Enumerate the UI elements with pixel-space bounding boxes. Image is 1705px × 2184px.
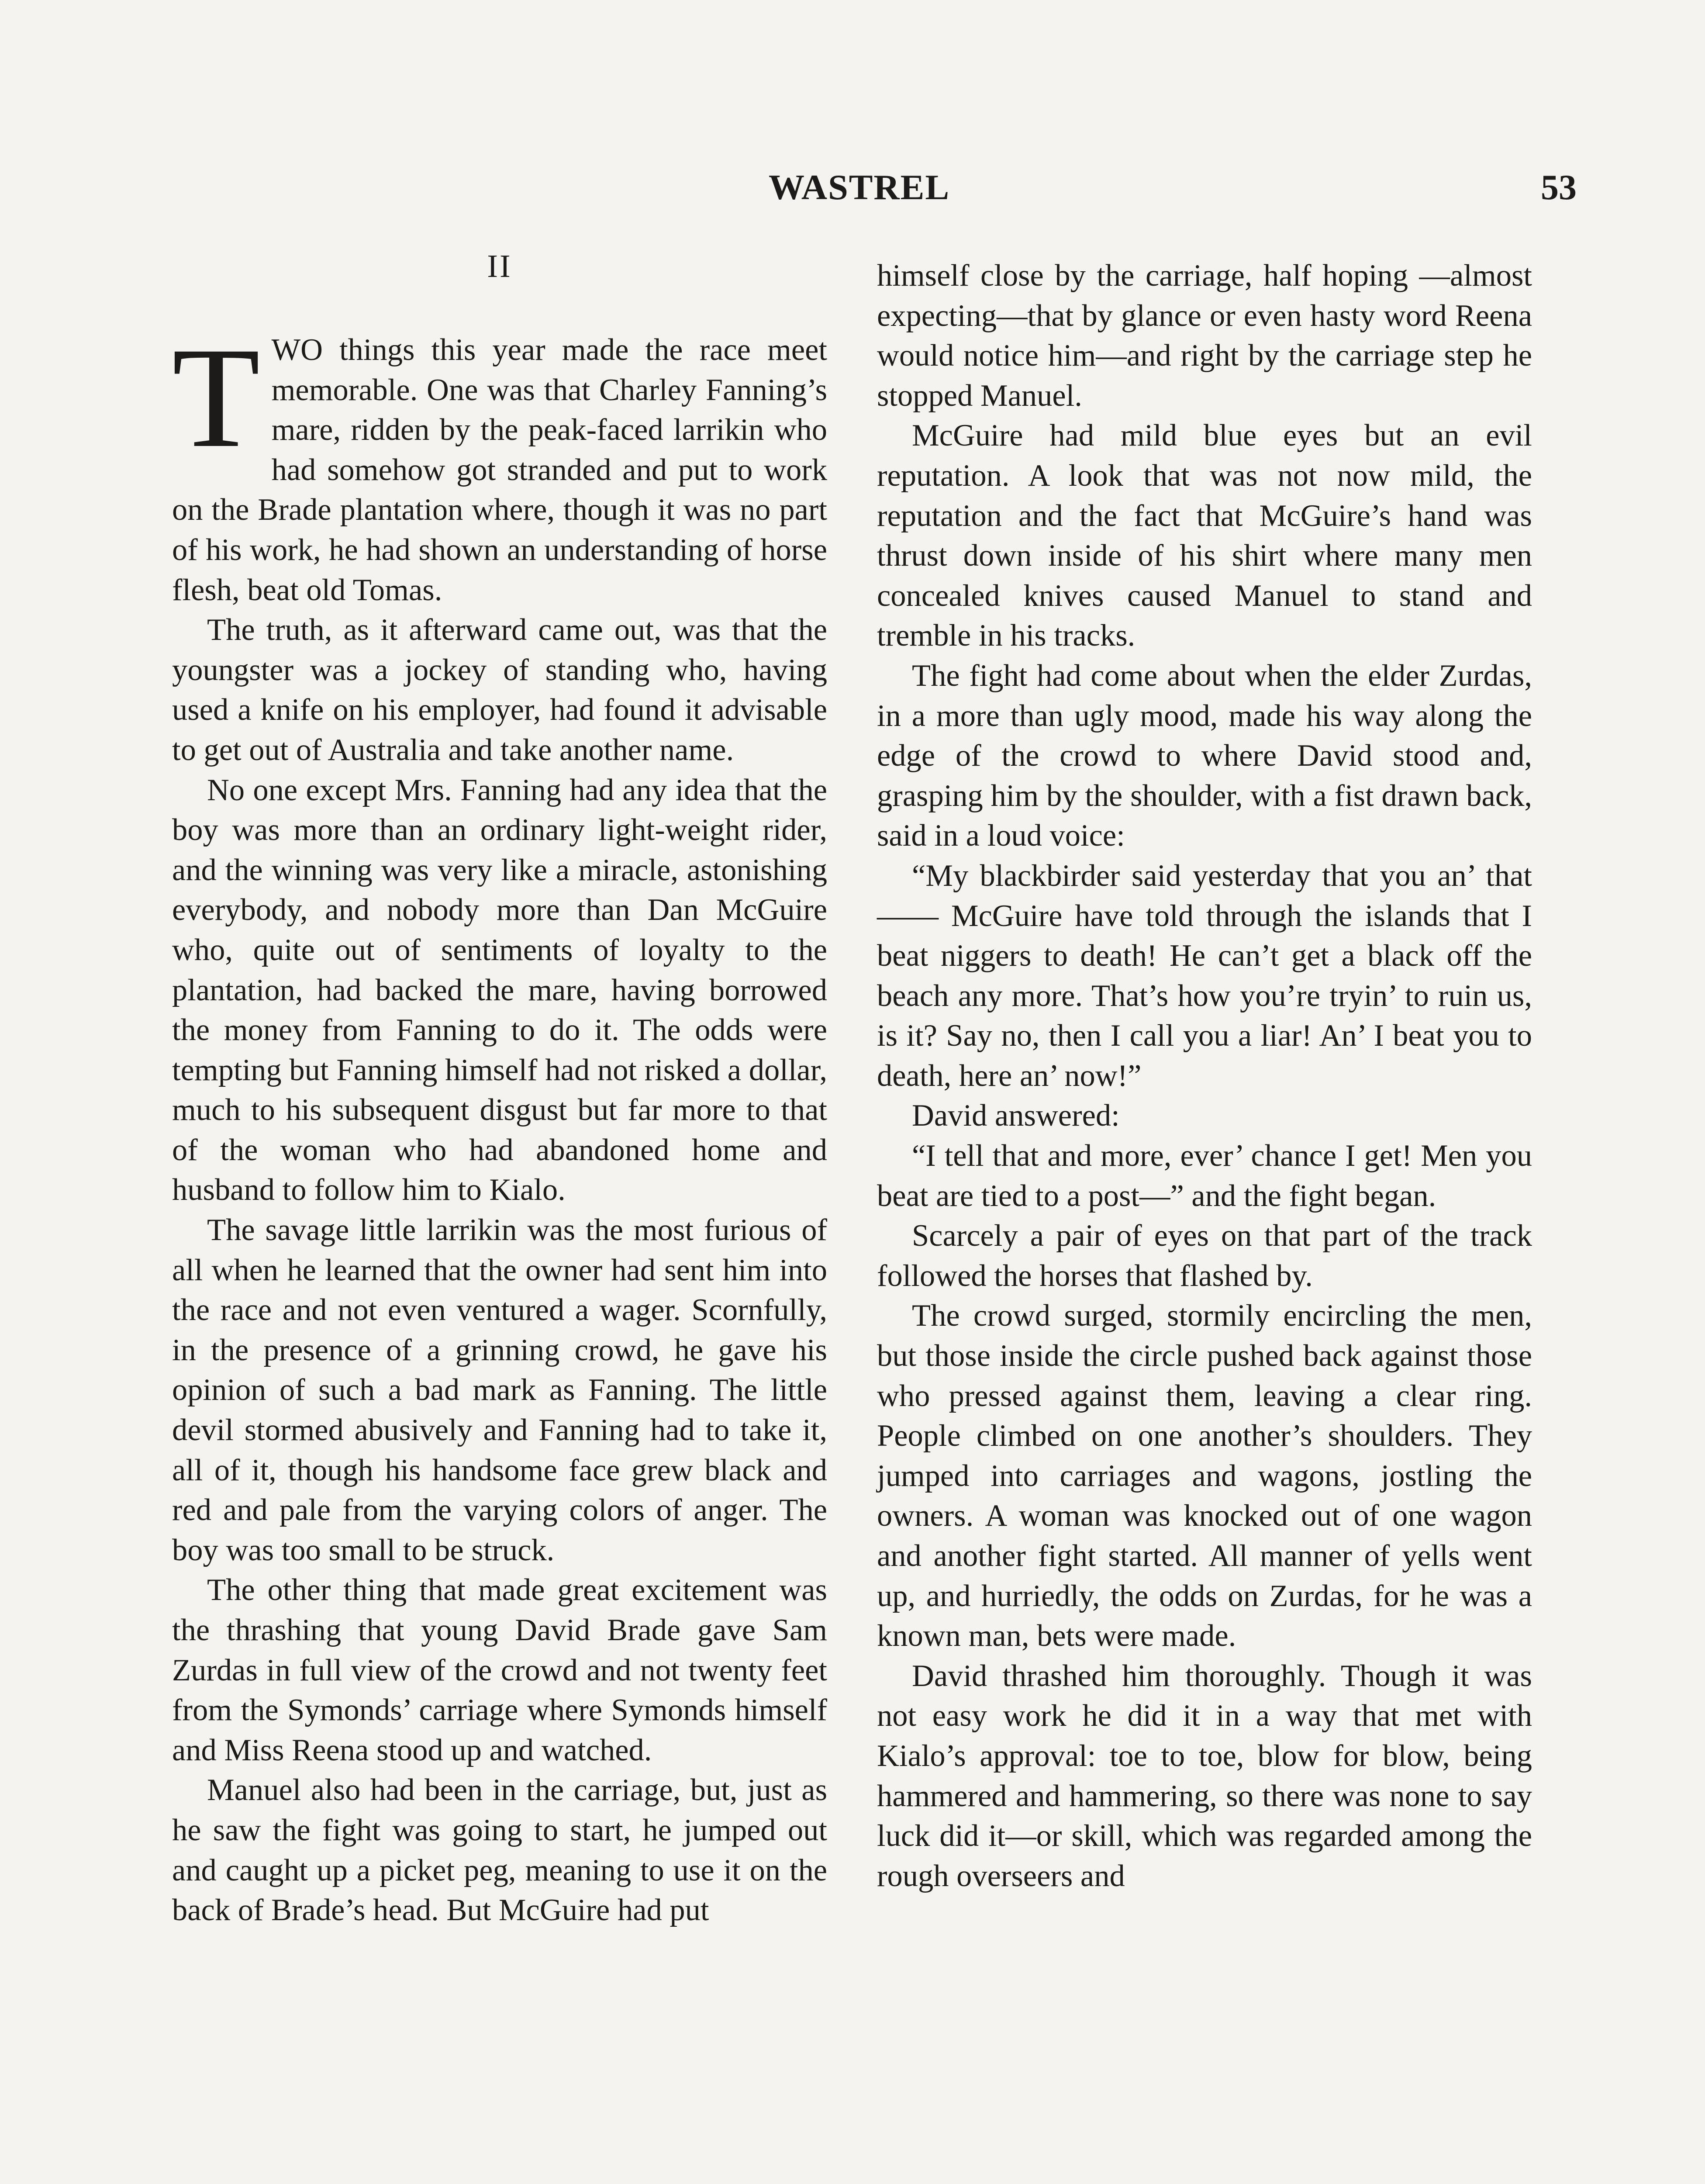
right-column [877, 256, 1532, 1896]
opening-paragraph [172, 318, 827, 610]
paragraph: McGuire had mild blue eyes but an evil reputation. A look that was not now mild, the reputation and the fact that McGuire’s hand was thrust down inside of his shirt where many men concealed knives caused Manuel to stand and tremble in his tracks. [877, 418, 1532, 653]
paragraph: David thrashed him thoroughly. Though it was not easy work he did it in a way that met with Kialo’s approval: toe to toe, blow for blow, being hammered and hammering, so there was none to say luck did it—or skill, which was regarded among the rough overseers and [877, 1659, 1532, 1893]
left-column [172, 245, 827, 1931]
section-heading: II [487, 249, 512, 284]
paragraph: “I tell that and more, ever’ chance I get! Men you beat are tied to a post—” and the fight began. [877, 1139, 1532, 1213]
paragraph: Manuel also had been in the carriage, but, just as he saw the fight was going to start, he jumped out and caught up a picket peg, meaning to use it on the back of Brade’s head. But McGuire had put [172, 1773, 827, 1928]
paragraph: David answered: [912, 1099, 1120, 1133]
opening-paragraph-text: WO things this year made the race meet memorable. One was that Charley Fanning’s mare, ridden by the peak-faced larrikin who had somehow got stranded and put to work on the Brade plantation where, though it was no part of his work, he had shown an understanding of horse flesh, beat old Tomas. [172, 333, 827, 607]
drop-cap: T [172, 318, 260, 477]
paragraph: No one except Mrs. Fanning had any idea that the boy was more than an ordinary light-weight rider, and the winning was very like a miracle, astonishing everybody, and nobody more than Dan McGuire who, quite out of sentiments of loyalty to the plantation, had backed the mare, having borrowed the money from Fanning to do it. The odds were tempting but Fanning himself had not risked a dollar, much to his subsequent disgust but far more to that of the woman who had abandoned home and husband to follow him to Kialo. [172, 773, 827, 1207]
paragraph: The truth, as it afterward came out, was that the youngster was a jockey of standing who, having used a knife on his employer, had found it advisable to get out of Australia and take another name. [172, 613, 827, 767]
paragraph: The savage little larrikin was the most furious of all when he learned that the owner had sent him into the race and not even ventured a wager. Scornfully, in the presence of a grinning crowd, he gave his opinion of such a bad mark as Fanning. The little devil stormed abusively and Fanning had to take it, all of it, though his handsome face grew black and red and pale from the varying colors of anger. The boy was too small to be struck. [172, 1213, 827, 1567]
paragraph: “My blackbirder said yesterday that you an’ that —— McGuire have told through the islands that I beat niggers to death! He can’t get a black off the beach any more. That’s how you’re tryin’ to ruin us, is it? Say no, then I call you a liar! An’ I beat you to death, here an’ now!” [877, 858, 1532, 1093]
paragraph: The crowd surged, stormily encircling the men, but those inside the circle pushed back against those who pressed against them, leaving a clear ring. People climbed on one another’s shoulders. They jumped into carriages and wagons, jostling the owners. A woman was knocked out of one wagon and another fight started. All manner of yells went up, and hurriedly, the odds on Zurdas, for he was a known man, bets were made. [877, 1299, 1532, 1653]
paragraph: Scarcely a pair of eyes on that part of the track followed the horses that flashed by. [877, 1219, 1532, 1293]
running-head-title: WASTREL [769, 167, 950, 207]
paragraph: The other thing that made great excitement was the thrashing that young David Brade gave Sam Zurdas in full view of the crowd and not twenty feet from the Symonds’ carriage where Symonds himself and Miss Reena stood up and watched. [172, 1573, 827, 1767]
paragraph: The fight had come about when the elder Zurdas, in a more than ugly mood, made his way along the edge of the crowd to where David stood and, grasping him by the shoulder, with a fist drawn back, said in a loud voice: [877, 658, 1532, 853]
continued-paragraph: himself close by the carriage, half hoping —almost expecting—that by glance or even hasty word Reena would notice him—and right by the carriage step he stopped Manuel. [877, 259, 1532, 413]
page-number: 53 [1541, 167, 1577, 207]
